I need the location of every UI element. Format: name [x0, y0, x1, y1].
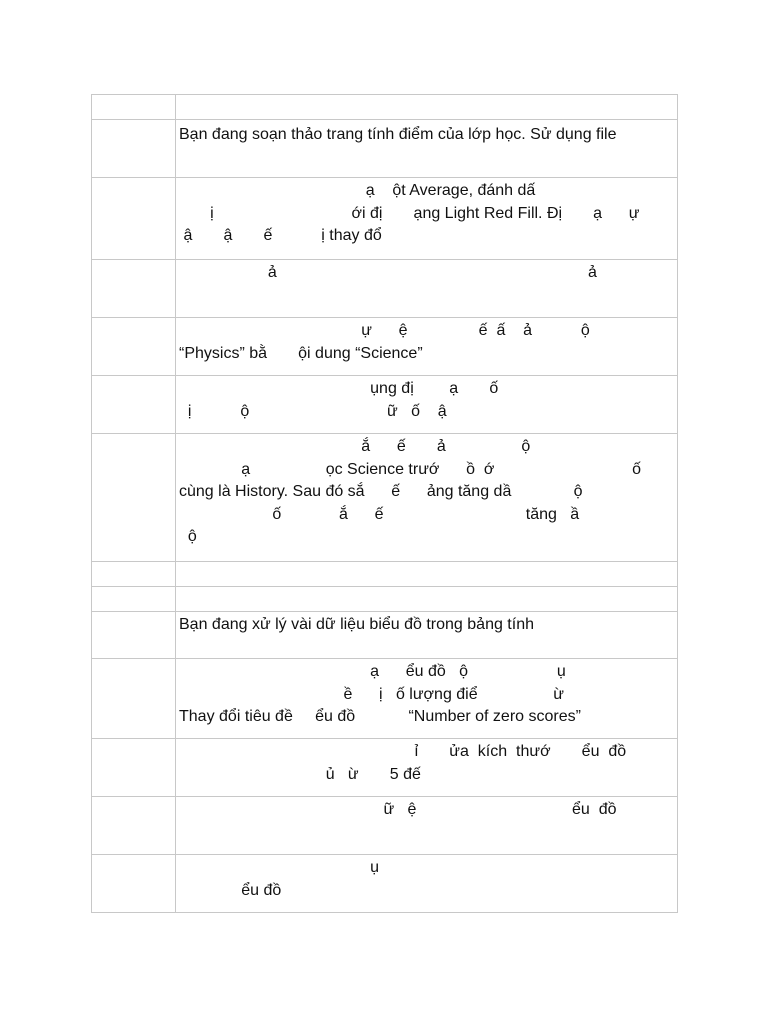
table-cell — [92, 178, 176, 260]
section2-task2-text: ỉ ửa kích thướ ểu đồ ủ ừ 5 đế — [325, 743, 627, 783]
table-cell — [92, 739, 176, 797]
table-row — [92, 95, 678, 120]
table-row — [92, 434, 678, 562]
table-cell — [176, 376, 678, 434]
table-row — [92, 587, 678, 612]
instructions-table — [91, 94, 678, 913]
table-cell — [92, 612, 176, 659]
section1-task5-text: ắ ế ả ộ ạ ọc Science trướ ồ ớ ố cùng là History. Sau đó sắ ế ảng tăng dầ ộ ố ắ ế tăng ầ ộ — [179, 438, 642, 545]
table-cell — [92, 855, 176, 913]
table-cell — [176, 120, 678, 178]
table-cell — [176, 318, 678, 376]
section1-task4-text: ụng đị ạ ố ị ộ ữ ố ậ — [187, 380, 499, 420]
table-cell — [92, 260, 176, 318]
table-row — [92, 178, 678, 260]
table-cell — [92, 120, 176, 178]
table-cell — [92, 434, 176, 562]
table-row — [92, 659, 678, 739]
table-cell — [92, 376, 176, 434]
section1-task2-text: ả ả — [179, 264, 597, 281]
table-cell — [176, 260, 678, 318]
table-cell — [176, 434, 678, 562]
table-cell — [176, 587, 678, 612]
table-cell — [92, 797, 176, 855]
table-row — [92, 318, 678, 376]
table-cell — [176, 855, 678, 913]
table-cell — [176, 739, 678, 797]
table-cell — [176, 95, 678, 120]
section2-task4-text: ụ ểu đồ — [241, 859, 380, 899]
table-cell — [176, 659, 678, 739]
table-row — [92, 260, 678, 318]
table-cell — [92, 587, 176, 612]
table-cell — [176, 612, 678, 659]
table-cell — [92, 318, 176, 376]
section1-task3-text: ự ệ ế ấ ả ộ “Physics” bằ ội dung “Science” — [179, 322, 590, 362]
table-cell — [92, 562, 176, 587]
table-cell — [92, 659, 176, 739]
table-row — [92, 739, 678, 797]
section1-intro-text: Bạn đang soạn thảo trang tính điểm của lớp học. Sử dụng file — [179, 126, 617, 143]
table-cell — [176, 797, 678, 855]
table-row — [92, 120, 678, 178]
table-cell — [176, 178, 678, 260]
section2-intro-text: Bạn đang xử lý vài dữ liệu biểu đồ trong bảng tính — [179, 616, 534, 633]
table-row — [92, 562, 678, 587]
table-row — [92, 376, 678, 434]
section2-task1-text: ạ ểu đồ ộ ụ ề ị ố lượng điể ừ Thay đổi tiêu đề ểu đồ “Number of zero scores” — [179, 663, 581, 725]
table-row — [92, 855, 678, 913]
section1-task1-text: ạ ột Average, đánh dấ ị ới đị ạng Light Red Fill. Đị ạ ự ậ ậ ế ị thay đổ — [183, 182, 640, 244]
table-row — [92, 797, 678, 855]
table-cell — [92, 95, 176, 120]
section2-task3-text: ữ ệ ểu đồ — [179, 801, 617, 818]
table-cell — [176, 562, 678, 587]
table-row — [92, 612, 678, 659]
